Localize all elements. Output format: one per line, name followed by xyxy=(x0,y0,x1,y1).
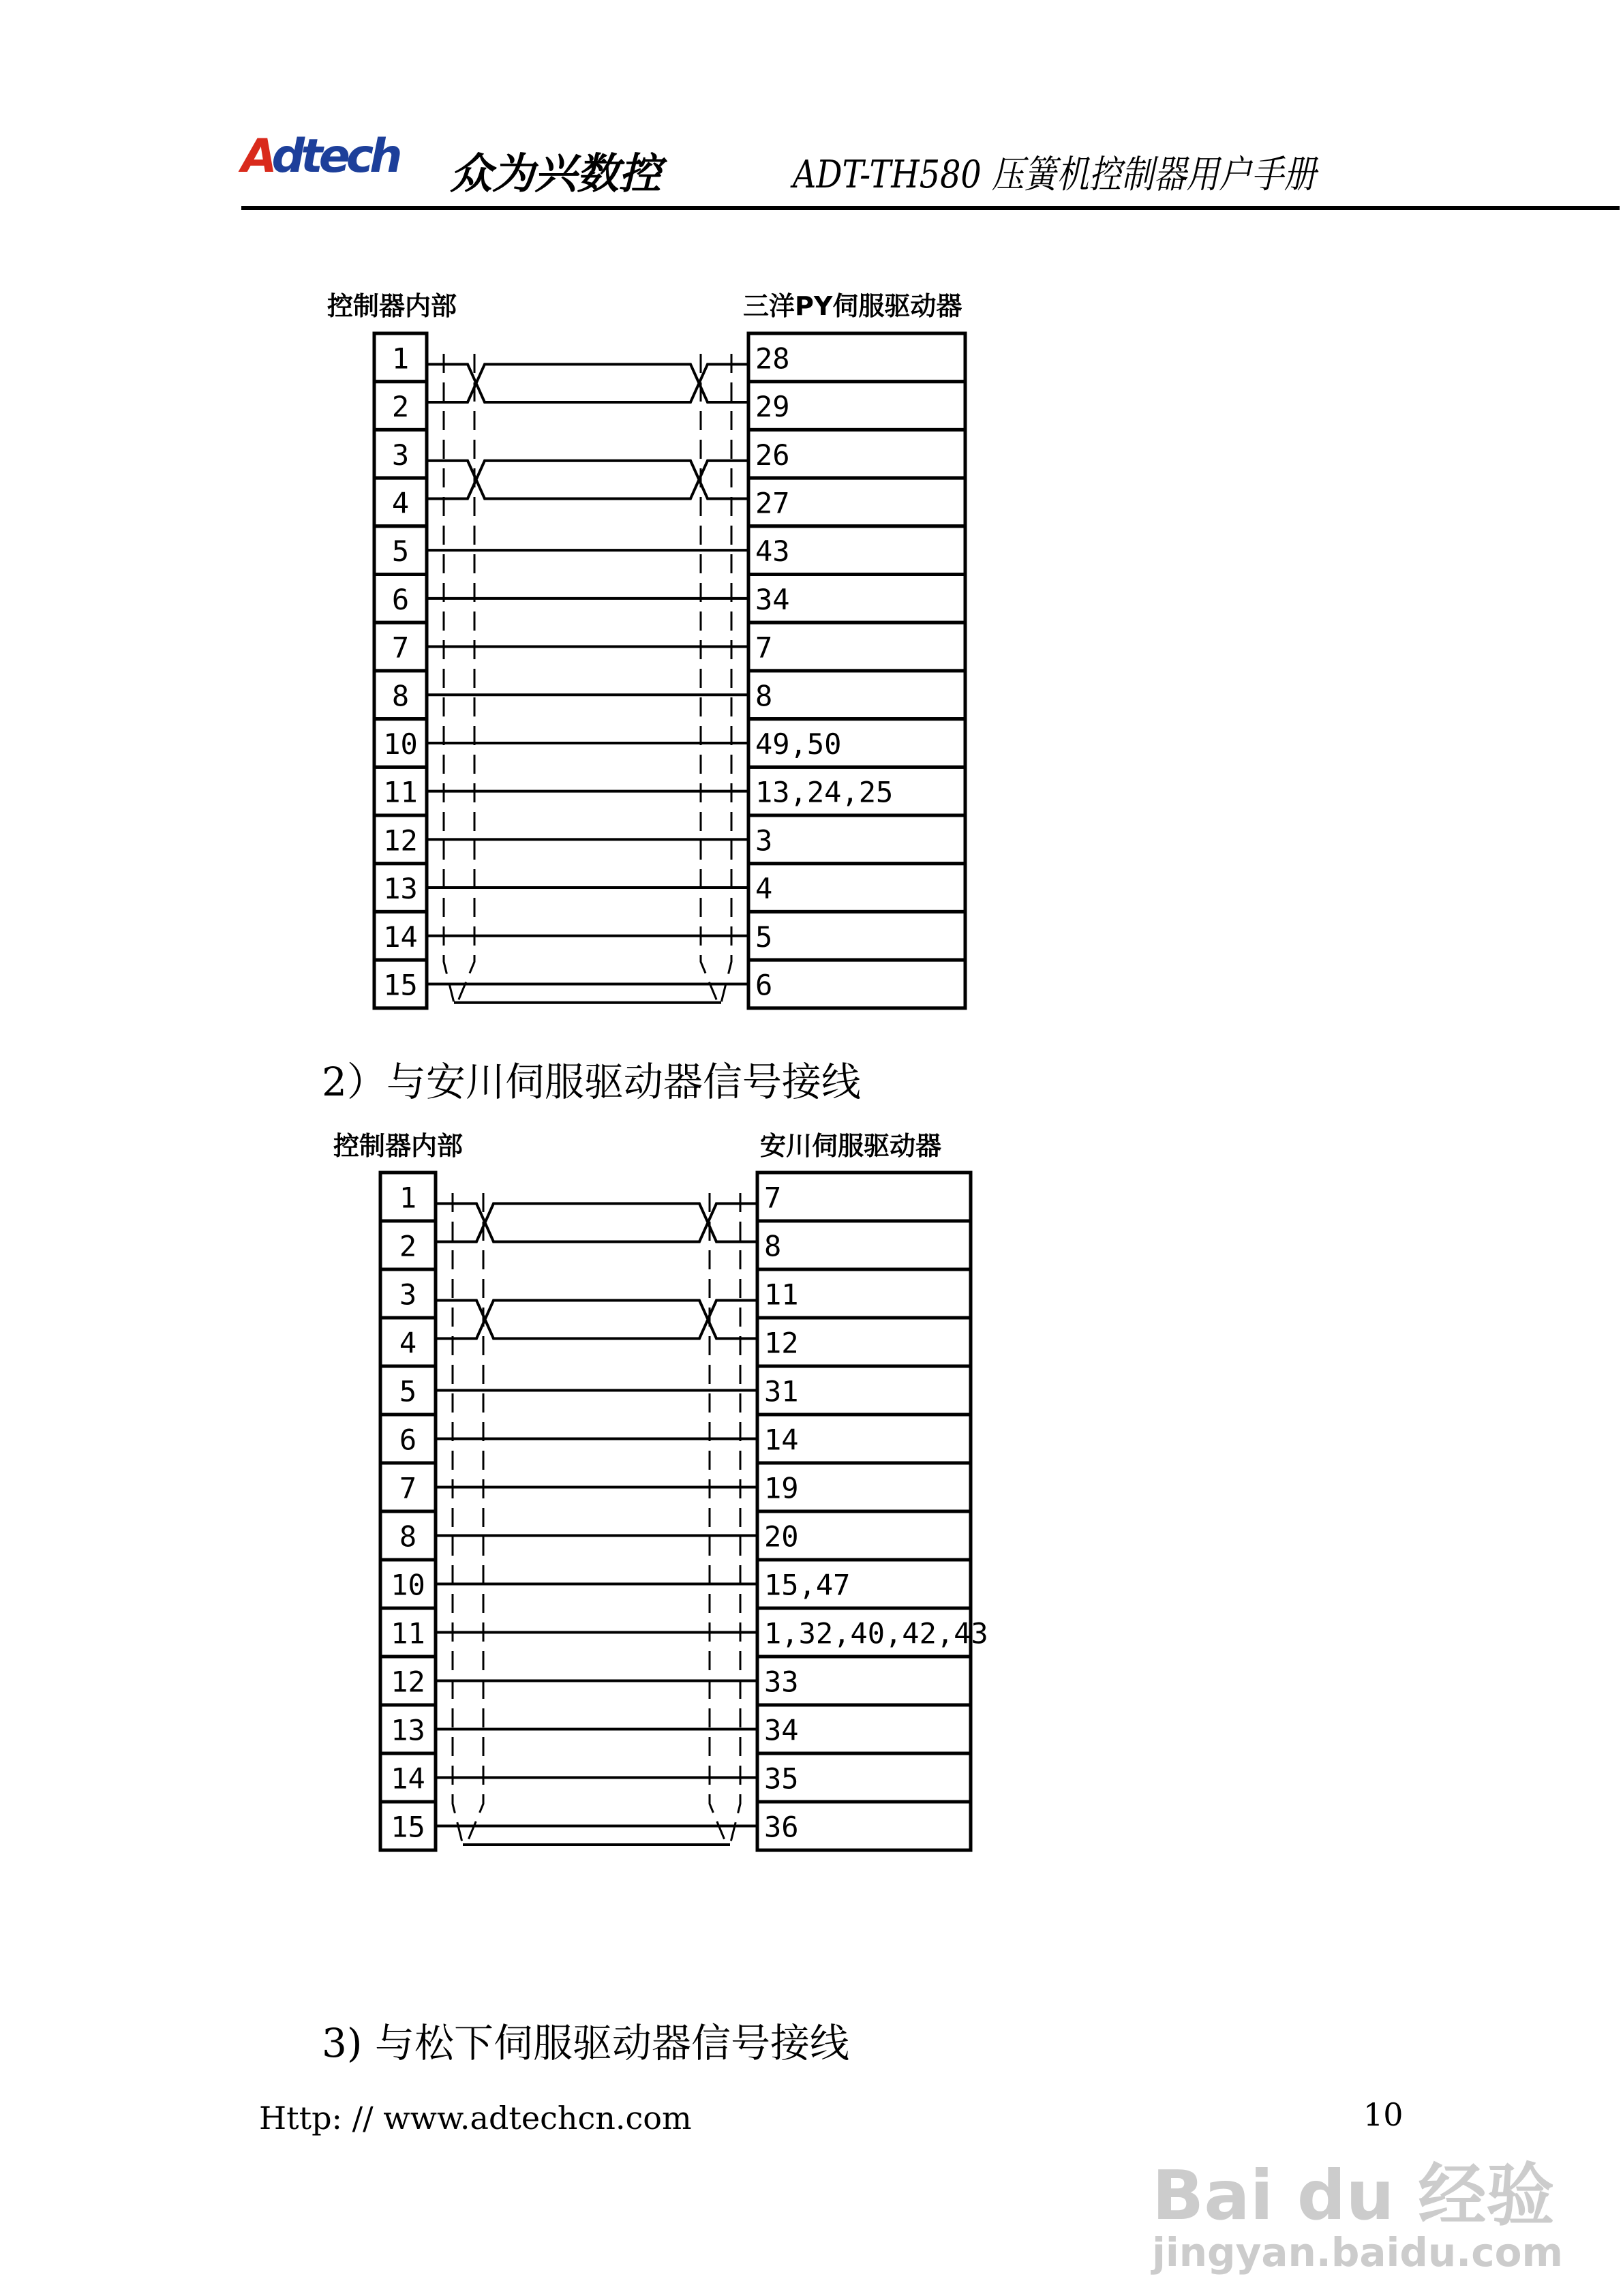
right-pin-label: 8 xyxy=(764,1229,782,1263)
left-pin-label: 7 xyxy=(399,1471,417,1505)
left-pin-label: 3 xyxy=(391,438,410,472)
right-pin-label: 28 xyxy=(755,342,790,376)
left-pin-label: 2 xyxy=(399,1229,417,1263)
right-pin-label: 26 xyxy=(755,438,790,472)
right-pin-box xyxy=(748,911,965,960)
left-pin-label: 7 xyxy=(391,631,410,665)
shield-line xyxy=(701,354,718,1003)
right-pin-label: 7 xyxy=(764,1181,782,1215)
right-pin-label: 3 xyxy=(755,824,773,858)
right-pin-label: 13,24,25 xyxy=(755,775,894,809)
watermark-url: jingyan.baidu.com xyxy=(1152,2229,1563,2276)
right-pin-label: 49,50 xyxy=(755,727,842,761)
right-pin-label: 1,32,40,42,43 xyxy=(764,1616,988,1650)
left-pin-label: 1 xyxy=(391,342,410,376)
left-pin-label: 5 xyxy=(399,1374,417,1408)
right-pin-label: 27 xyxy=(755,486,790,520)
left-pin-label: 15 xyxy=(391,1810,425,1844)
left-pin-label: 14 xyxy=(383,920,418,954)
left-pin-label: 13 xyxy=(391,1713,425,1747)
right-pin-label: 4 xyxy=(755,872,773,906)
left-pin-label: 4 xyxy=(399,1326,417,1360)
right-pin-label: 15,47 xyxy=(764,1568,851,1602)
right-pin-label: 5 xyxy=(755,920,773,954)
watermark-brand: Bai du 经验 xyxy=(1152,2156,1555,2235)
company-name: 众为兴数控 xyxy=(450,149,662,198)
left-pin-label: 1 xyxy=(399,1181,417,1215)
footer-url[interactable]: Http: // www.adtechcn.com xyxy=(259,2100,692,2136)
left-pin-label: 12 xyxy=(391,1665,425,1699)
shield-line xyxy=(457,354,474,1003)
right-pin-box xyxy=(748,671,965,719)
left-pin-label: 8 xyxy=(391,679,410,713)
right-pin-label: 19 xyxy=(764,1471,799,1505)
left-pin-label: 15 xyxy=(383,968,418,1002)
adtech-logo: Adtech xyxy=(241,130,399,183)
left-pin-label: 14 xyxy=(391,1762,425,1796)
right-title: 三洋PY伺服驱动器 xyxy=(743,291,962,321)
right-pin-label: 35 xyxy=(764,1762,799,1796)
left-title: 控制器内部 xyxy=(327,291,457,321)
right-pin-label: 6 xyxy=(755,968,773,1002)
left-pin-label: 6 xyxy=(399,1423,417,1457)
right-pin-label: 34 xyxy=(764,1713,799,1747)
shield-line xyxy=(710,1193,727,1845)
right-pin-box xyxy=(748,815,965,864)
right-pin-label: 8 xyxy=(755,679,773,713)
section-heading-yaskawa: 2）与安川伺服驱动器信号接线 xyxy=(322,1059,861,1105)
left-pin-label: 5 xyxy=(391,534,410,569)
left-pin-label: 4 xyxy=(391,486,410,520)
right-pin-label: 12 xyxy=(764,1326,799,1360)
shield-line xyxy=(721,354,731,1003)
right-pin-box xyxy=(757,1173,971,1221)
section-heading-panasonic: 3) 与松下伺服驱动器信号接线 xyxy=(322,2020,849,2066)
right-pin-label: 36 xyxy=(764,1810,799,1844)
right-title: 安川伺服驱动器 xyxy=(760,1131,942,1161)
left-pin-label: 12 xyxy=(383,824,418,858)
right-pin-box xyxy=(748,864,965,912)
right-pin-label: 31 xyxy=(764,1374,799,1408)
shield-line xyxy=(453,1193,463,1845)
left-pin-label: 11 xyxy=(383,775,418,809)
right-pin-label: 7 xyxy=(755,631,773,665)
right-pin-label: 34 xyxy=(755,582,790,616)
page-number: 10 xyxy=(1363,2096,1404,2133)
left-title: 控制器内部 xyxy=(333,1131,464,1161)
right-pin-label: 20 xyxy=(764,1520,799,1554)
right-pin-box xyxy=(757,1221,971,1269)
left-pin-label: 11 xyxy=(391,1616,425,1650)
right-pin-label: 33 xyxy=(764,1665,799,1699)
right-pin-label: 43 xyxy=(755,534,790,569)
right-pin-box xyxy=(748,622,965,671)
right-pin-label: 29 xyxy=(755,390,790,424)
right-pin-box xyxy=(748,960,965,1008)
shield-line xyxy=(466,1193,483,1845)
left-pin-label: 6 xyxy=(391,582,410,616)
right-pin-label: 14 xyxy=(764,1423,799,1457)
left-pin-label: 3 xyxy=(399,1278,417,1312)
shield-line xyxy=(730,1193,740,1845)
left-pin-label: 2 xyxy=(391,390,410,424)
manual-title: ADT-TH580 压簧机控制器用户手册 xyxy=(793,153,1316,197)
left-pin-label: 13 xyxy=(383,872,418,906)
shield-line xyxy=(444,354,454,1003)
left-pin-label: 10 xyxy=(391,1568,425,1602)
left-pin-label: 8 xyxy=(399,1520,417,1554)
right-pin-label: 11 xyxy=(764,1278,799,1312)
left-pin-label: 10 xyxy=(383,727,418,761)
